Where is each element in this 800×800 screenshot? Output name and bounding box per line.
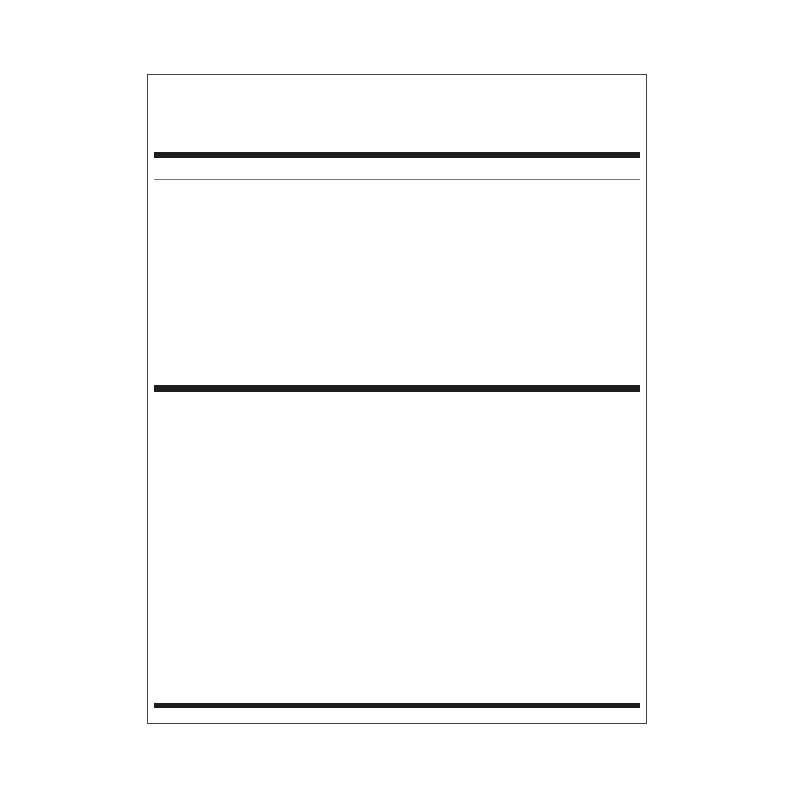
- column-header: [154, 157, 640, 180]
- nutrition-facts-panel: [147, 74, 647, 724]
- footer-divider: [154, 703, 640, 708]
- section-divider: [154, 385, 640, 392]
